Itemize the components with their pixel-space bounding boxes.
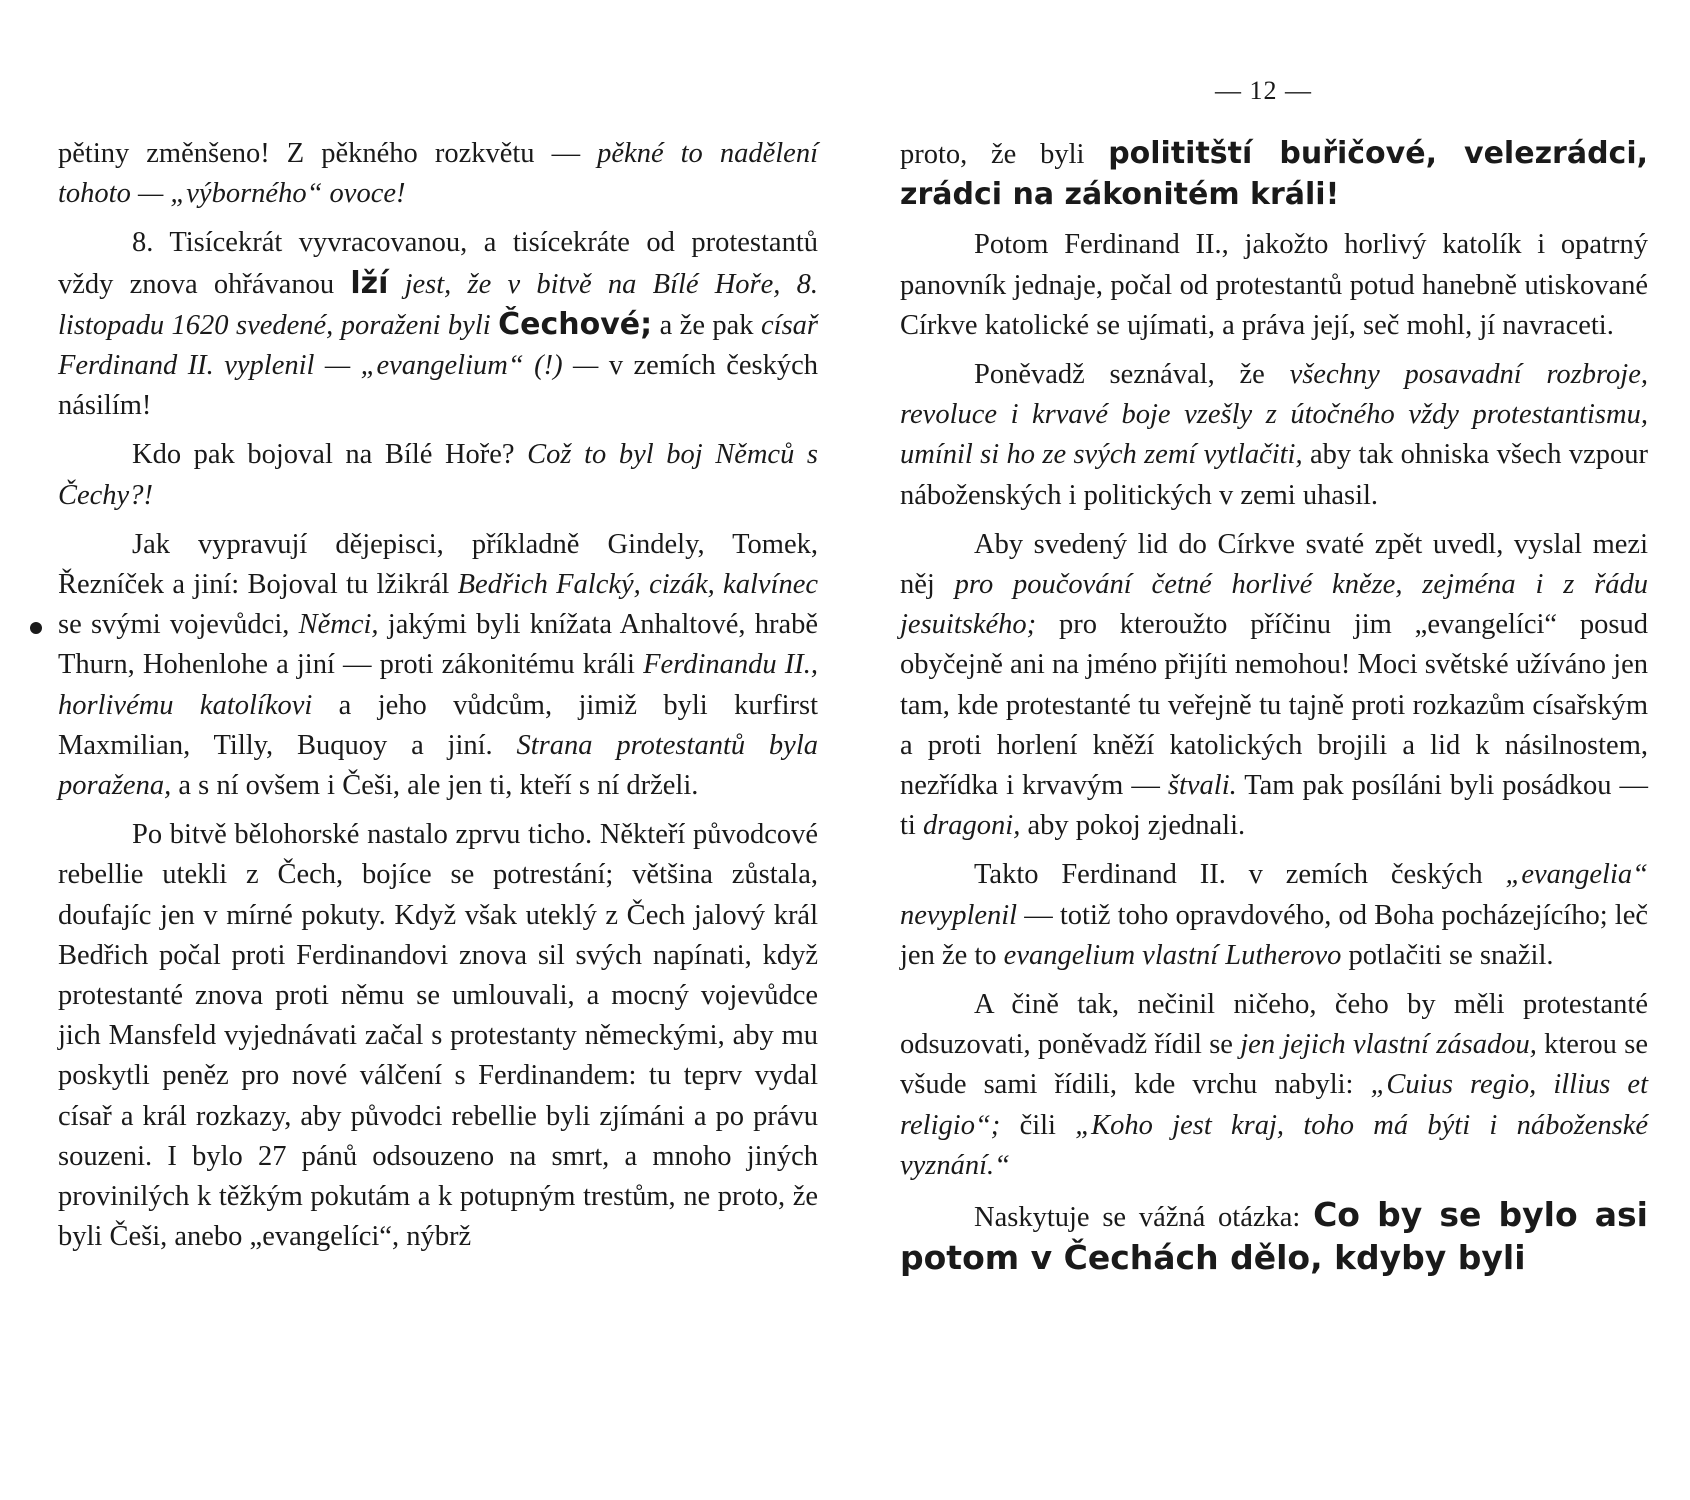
page-number: — 12 — — [1215, 76, 1312, 105]
paragraph: Kdo pak bojoval na Bílé Hoře? Což to byl boj Němců s Čechy?! — [58, 439, 818, 511]
paragraph: Naskytuje se vážná otázka: Co by se bylo asi potom v Čechách dělo, kdyby byli — [900, 1195, 1648, 1278]
paragraph: proto, že byli polititští buřičové, velezrádci, zrádci na zákonitém králi! — [900, 136, 1649, 213]
margin-bullet-icon — [30, 622, 42, 634]
paragraph: Jak vypravují dějepisci, příkladně Gindely, Tomek, Řezníček a jiní: Bojoval tu lžikrál Bedřich Falcký, cizák, kalvínec se svými vojevůdci, Němci, jakými byli knížata Anhaltové, hrabě Thurn, Hohenlohe a jiní — proti zákonitému králi Ferdinandu II., horlivému katolíkovi a jeho vůdcům, jimiž byli kurfirst Maxmilian, Tilly, Buquoy a jiní. Strana protestantů byla poražena, a s ní ovšem i Češi, ale jen ti, kteří s ní drželi. — [58, 528, 818, 802]
paragraph: pětiny změnšeno! Z pěkného rozkvětu — pěkné to nadělení tohoto — „výborného“ ovoce! — [58, 138, 818, 210]
right-column — [900, 134, 1648, 1281]
paragraph: Potom Ferdinand II., jakožto horlivý katolík i opatrný panovník jednaje, počal od protestantů potud hanebně utiskované Církve katolické se ujímati, a práva její, seč mohl, jí navraceti. — [900, 229, 1648, 341]
paragraph: Aby svedený lid do Církve svaté zpět uvedl, vyslal mezi něj pro poučování četné horlivé kněze, zejména i z řádu jesuitského; pro kteroužto příčinu jim „evangelíci“ posud obyčejně ani na jméno přijíti nemohou! Moci světské užíváno jen tam, kde protestanté tu veřejně tu tajně proti rozkazům císařským a proti horlení kněží katolických brojili a lid k násilnostem, nezřídka i krvavým — štvali. Tam pak posíláni byli posádkou — ti dragoni, aby pokoj zjednali. — [900, 528, 1648, 842]
paragraph: Takto Ferdinand II. v zemích českých „evangelia“ nevyplenil — totiž toho opravdového, od Boha pocházejícího; leč jen že to evangelium vlastní Lutherovo potlačiti se snažil. — [900, 859, 1648, 971]
left-column — [58, 134, 818, 1257]
paragraph: Po bitvě bělohorské nastalo zprvu ticho. Někteří původcové rebellie utekli z Čech, bojíce se potrestání; většina zůstala, doufajíc jen v mírné pokuty. Když však uteklý z Čech jalový král Bedřich počal proti Ferdinandovi znova sil svých napínati, když protestanté znova proti němu se umlouvali, a mocný vojevůdce jich Mansfeld vyjednávati začal s protestanty německými, aby mu poskytli peněz pro nové válčení s Ferdinandem: tu teprv vydal císař a král rozkazy, aby původci rebellie byli zjímáni a po právu souzeni. I bylo 27 pánů odsouzeno na smrt, a mnoho jiných provinilých k těžkým pokutám a k potupným trestům, ne proto, že byli Češi, anebo „evangelíci“, nýbrž — [58, 819, 818, 1253]
paragraph: 8. Tisícekrát vyvracovanou, a tisícekráte od protestantů vždy znova ohřávanou lží jest, že v bitvě na Bílé Hoře, 8. listopadu 1620 svedené, poraženi byli Čechové; a že pak císař Ferdinand II. vyplenil — „evangelium“ (!) — v zemích českých násilím! — [58, 227, 819, 422]
paragraph: Poněvadž seznával, že všechny posavadní rozbroje, revoluce i krvavé boje vzešly z útočného vždy protestantismu, umínil si ho ze svých zemí vytlačiti, aby tak ohniska všech vzpour náboženských i politických v zemi uhasil. — [900, 359, 1648, 511]
paragraph: A čině tak, nečinil ničeho, čeho by měli protestanté odsuzovati, poněvadž řídil se jen jejich vlastní zásadou, kterou se všude sami řídili, kde vrchu nabyli: „Cuius regio, illius et religio“; čili „Koho jest kraj, toho má býti i náboženské vyznání.“ — [900, 989, 1649, 1181]
